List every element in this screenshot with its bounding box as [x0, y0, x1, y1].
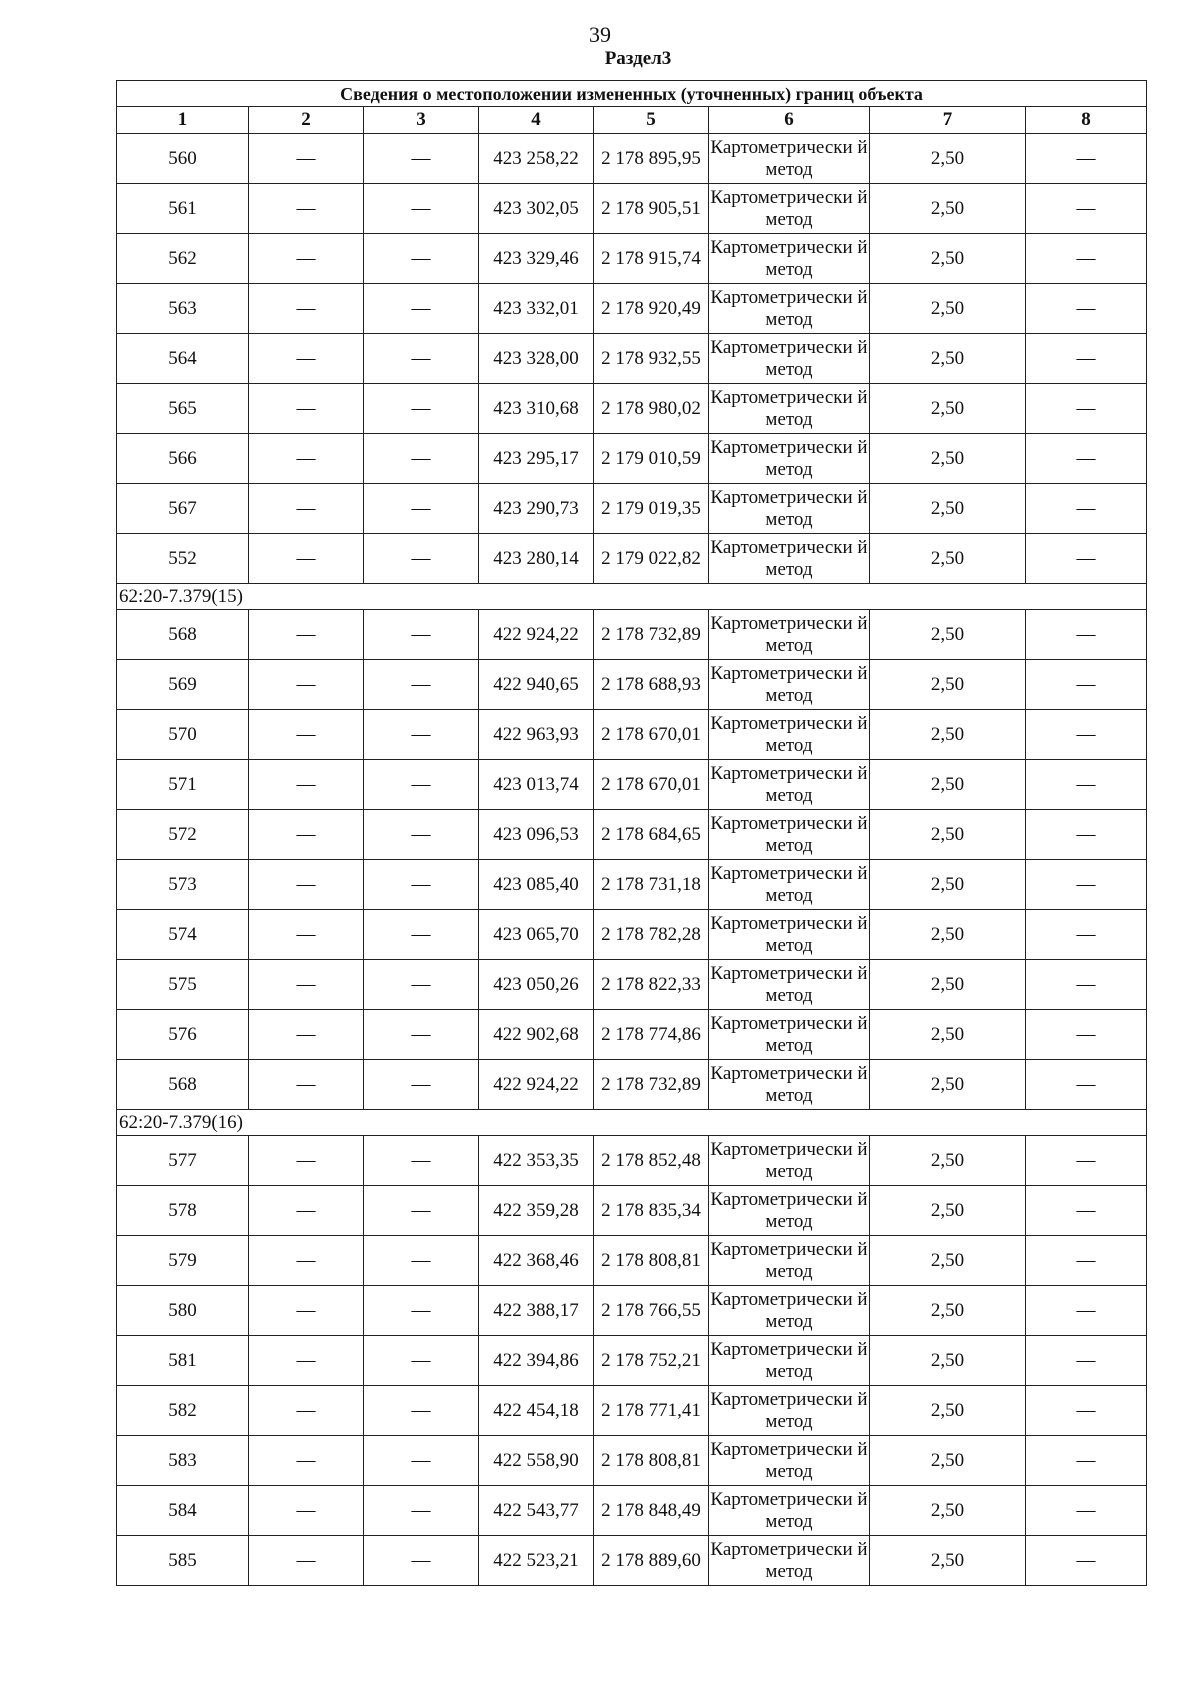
column-8-cell: —: [1026, 1236, 1147, 1286]
point-number-cell: 568: [117, 610, 249, 660]
table-row: [117, 234, 1147, 284]
method-cell: Картометрически й метод: [709, 334, 870, 384]
accuracy-cell: 2,50: [870, 1336, 1026, 1386]
point-number-cell: 581: [117, 1336, 249, 1386]
column-3-cell: —: [364, 484, 479, 534]
table-row: [117, 1436, 1147, 1486]
x-coordinate-cell: 423 050,26: [479, 960, 594, 1010]
accuracy-cell: 2,50: [870, 1010, 1026, 1060]
column-8-cell: —: [1026, 284, 1147, 334]
accuracy-cell: 2,50: [870, 660, 1026, 710]
table-row: [117, 1486, 1147, 1536]
column-3-cell: —: [364, 810, 479, 860]
y-coordinate-cell: 2 178 766,55: [594, 1286, 709, 1336]
x-coordinate-cell: 422 388,17: [479, 1286, 594, 1336]
column-8-cell: —: [1026, 1386, 1147, 1436]
column-2-cell: —: [249, 1060, 364, 1110]
y-coordinate-cell: 2 178 732,89: [594, 1060, 709, 1110]
column-2-cell: —: [249, 610, 364, 660]
accuracy-cell: 2,50: [870, 384, 1026, 434]
y-coordinate-cell: 2 178 905,51: [594, 184, 709, 234]
column-2-cell: —: [249, 1236, 364, 1286]
column-8-cell: —: [1026, 184, 1147, 234]
accuracy-cell: 2,50: [870, 1486, 1026, 1536]
point-number-cell: 578: [117, 1186, 249, 1236]
point-number-cell: 564: [117, 334, 249, 384]
column-3-cell: —: [364, 534, 479, 584]
column-2-cell: —: [249, 234, 364, 284]
y-coordinate-cell: 2 178 895,95: [594, 134, 709, 184]
column-2-cell: —: [249, 910, 364, 960]
x-coordinate-cell: 422 924,22: [479, 610, 594, 660]
column-8-cell: —: [1026, 910, 1147, 960]
accuracy-cell: 2,50: [870, 1136, 1026, 1186]
column-2-cell: —: [249, 184, 364, 234]
method-cell: Картометрически й метод: [709, 534, 870, 584]
x-coordinate-cell: 422 543,77: [479, 1486, 594, 1536]
y-coordinate-cell: 2 178 920,49: [594, 284, 709, 334]
column-8-cell: —: [1026, 384, 1147, 434]
column-number: 1: [117, 107, 249, 134]
column-number: 7: [870, 107, 1026, 134]
y-coordinate-cell: 2 178 980,02: [594, 384, 709, 434]
column-3-cell: —: [364, 1486, 479, 1536]
column-3-cell: —: [364, 1236, 479, 1286]
column-2-cell: —: [249, 760, 364, 810]
y-coordinate-cell: 2 178 848,49: [594, 1486, 709, 1536]
y-coordinate-cell: 2 179 022,82: [594, 534, 709, 584]
table-row: [117, 1536, 1147, 1586]
y-coordinate-cell: 2 178 732,89: [594, 610, 709, 660]
method-cell: Картометрически й метод: [709, 910, 870, 960]
column-number: 2: [249, 107, 364, 134]
method-cell: Картометрически й метод: [709, 1236, 870, 1286]
column-2-cell: —: [249, 1336, 364, 1386]
column-8-cell: —: [1026, 484, 1147, 534]
method-cell: Картометрически й метод: [709, 1386, 870, 1436]
table-row: [117, 134, 1147, 184]
table-row: [117, 660, 1147, 710]
method-cell: Картометрически й метод: [709, 810, 870, 860]
point-number-cell: 568: [117, 1060, 249, 1110]
table-row: [117, 184, 1147, 234]
table-row: [117, 1136, 1147, 1186]
column-2-cell: —: [249, 384, 364, 434]
table-row: [117, 960, 1147, 1010]
x-coordinate-cell: 422 353,35: [479, 1136, 594, 1186]
y-coordinate-cell: 2 178 774,86: [594, 1010, 709, 1060]
point-number-cell: 552: [117, 534, 249, 584]
column-3-cell: —: [364, 234, 479, 284]
table-row: [117, 1236, 1147, 1286]
method-cell: Картометрически й метод: [709, 234, 870, 284]
point-number-cell: 563: [117, 284, 249, 334]
column-3-cell: —: [364, 1060, 479, 1110]
column-2-cell: —: [249, 960, 364, 1010]
method-cell: Картометрически й метод: [709, 384, 870, 434]
point-number-cell: 575: [117, 960, 249, 1010]
column-2-cell: —: [249, 534, 364, 584]
accuracy-cell: 2,50: [870, 960, 1026, 1010]
column-3-cell: —: [364, 760, 479, 810]
column-8-cell: —: [1026, 1186, 1147, 1236]
accuracy-cell: 2,50: [870, 710, 1026, 760]
point-number-cell: 571: [117, 760, 249, 810]
x-coordinate-cell: 423 290,73: [479, 484, 594, 534]
page-number: 39: [589, 22, 611, 47]
x-coordinate-cell: 422 902,68: [479, 1010, 594, 1060]
column-2-cell: —: [249, 1186, 364, 1236]
group-label: 62:20-7.379(15): [117, 584, 1147, 610]
column-8-cell: —: [1026, 810, 1147, 860]
method-cell: Картометрически й метод: [709, 860, 870, 910]
column-number: 8: [1026, 107, 1147, 134]
point-number-cell: 572: [117, 810, 249, 860]
column-8-cell: —: [1026, 1536, 1147, 1586]
y-coordinate-cell: 2 178 808,81: [594, 1236, 709, 1286]
x-coordinate-cell: 423 295,17: [479, 434, 594, 484]
y-coordinate-cell: 2 178 731,18: [594, 860, 709, 910]
column-8-cell: —: [1026, 660, 1147, 710]
table-row: [117, 434, 1147, 484]
column-3-cell: —: [364, 1436, 479, 1486]
x-coordinate-cell: 423 065,70: [479, 910, 594, 960]
table-row: [117, 610, 1147, 660]
column-2-cell: —: [249, 1486, 364, 1536]
x-coordinate-cell: 423 280,14: [479, 534, 594, 584]
column-3-cell: —: [364, 710, 479, 760]
column-2-cell: —: [249, 284, 364, 334]
method-cell: Картометрически й метод: [709, 960, 870, 1010]
column-3-cell: —: [364, 1336, 479, 1386]
column-3-cell: —: [364, 1286, 479, 1336]
section-title: Раздел3: [604, 48, 672, 69]
column-8-cell: —: [1026, 760, 1147, 810]
group-header-row: [117, 1110, 1147, 1136]
point-number-cell: 574: [117, 910, 249, 960]
point-number-cell: 567: [117, 484, 249, 534]
group-header-row: [117, 584, 1147, 610]
x-coordinate-cell: 423 096,53: [479, 810, 594, 860]
column-8-cell: —: [1026, 1336, 1147, 1386]
method-cell: Картометрически й метод: [709, 710, 870, 760]
method-cell: Картометрически й метод: [709, 284, 870, 334]
point-number-cell: 561: [117, 184, 249, 234]
table-row: [117, 1336, 1147, 1386]
column-3-cell: —: [364, 1010, 479, 1060]
table-row: [117, 1010, 1147, 1060]
point-number-cell: 566: [117, 434, 249, 484]
method-cell: Картометрически й метод: [709, 1336, 870, 1386]
accuracy-cell: 2,50: [870, 234, 1026, 284]
column-2-cell: —: [249, 1536, 364, 1586]
x-coordinate-cell: 422 368,46: [479, 1236, 594, 1286]
method-cell: Картометрически й метод: [709, 1536, 870, 1586]
column-2-cell: —: [249, 810, 364, 860]
accuracy-cell: 2,50: [870, 184, 1026, 234]
column-3-cell: —: [364, 384, 479, 434]
column-8-cell: —: [1026, 1436, 1147, 1486]
column-8-cell: —: [1026, 534, 1147, 584]
accuracy-cell: 2,50: [870, 434, 1026, 484]
point-number-cell: 565: [117, 384, 249, 434]
method-cell: Картометрически й метод: [709, 1436, 870, 1486]
table-row: [117, 534, 1147, 584]
x-coordinate-cell: 423 332,01: [479, 284, 594, 334]
column-3-cell: —: [364, 910, 479, 960]
point-number-cell: 573: [117, 860, 249, 910]
method-cell: Картометрически й метод: [709, 1010, 870, 1060]
y-coordinate-cell: 2 179 019,35: [594, 484, 709, 534]
column-2-cell: —: [249, 134, 364, 184]
accuracy-cell: 2,50: [870, 1286, 1026, 1336]
x-coordinate-cell: 423 258,22: [479, 134, 594, 184]
accuracy-cell: 2,50: [870, 1386, 1026, 1436]
column-number: 4: [479, 107, 594, 134]
point-number-cell: 560: [117, 134, 249, 184]
accuracy-cell: 2,50: [870, 534, 1026, 584]
column-8-cell: —: [1026, 1486, 1147, 1536]
x-coordinate-cell: 423 310,68: [479, 384, 594, 434]
method-cell: Картометрически й метод: [709, 1060, 870, 1110]
column-3-cell: —: [364, 434, 479, 484]
column-8-cell: —: [1026, 610, 1147, 660]
x-coordinate-cell: 423 085,40: [479, 860, 594, 910]
x-coordinate-cell: 422 963,93: [479, 710, 594, 760]
y-coordinate-cell: 2 178 688,93: [594, 660, 709, 710]
table-row: [117, 760, 1147, 810]
table-caption: Сведения о местоположении измененных (уточненных) границ объекта: [117, 81, 1147, 107]
point-number-cell: 569: [117, 660, 249, 710]
column-2-cell: —: [249, 660, 364, 710]
x-coordinate-cell: 422 523,21: [479, 1536, 594, 1586]
boundary-coordinates-table: [116, 80, 1147, 1586]
x-coordinate-cell: 422 558,90: [479, 1436, 594, 1486]
column-2-cell: —: [249, 710, 364, 760]
accuracy-cell: 2,50: [870, 910, 1026, 960]
column-2-cell: —: [249, 1436, 364, 1486]
column-8-cell: —: [1026, 1060, 1147, 1110]
x-coordinate-cell: 422 359,28: [479, 1186, 594, 1236]
column-2-cell: —: [249, 1286, 364, 1336]
x-coordinate-cell: 423 328,00: [479, 334, 594, 384]
table-row: [117, 334, 1147, 384]
accuracy-cell: 2,50: [870, 1060, 1026, 1110]
column-2-cell: —: [249, 860, 364, 910]
table-row: [117, 1386, 1147, 1436]
y-coordinate-cell: 2 178 835,34: [594, 1186, 709, 1236]
column-8-cell: —: [1026, 334, 1147, 384]
point-number-cell: 583: [117, 1436, 249, 1486]
method-cell: Картометрически й метод: [709, 434, 870, 484]
column-8-cell: —: [1026, 134, 1147, 184]
column-8-cell: —: [1026, 234, 1147, 284]
point-number-cell: 570: [117, 710, 249, 760]
method-cell: Картометрически й метод: [709, 760, 870, 810]
y-coordinate-cell: 2 178 684,65: [594, 810, 709, 860]
column-2-cell: —: [249, 1136, 364, 1186]
accuracy-cell: 2,50: [870, 810, 1026, 860]
accuracy-cell: 2,50: [870, 610, 1026, 660]
method-cell: Картометрически й метод: [709, 484, 870, 534]
accuracy-cell: 2,50: [870, 860, 1026, 910]
table-row: [117, 810, 1147, 860]
accuracy-cell: 2,50: [870, 1436, 1026, 1486]
point-number-cell: 577: [117, 1136, 249, 1186]
accuracy-cell: 2,50: [870, 334, 1026, 384]
accuracy-cell: 2,50: [870, 1536, 1026, 1586]
y-coordinate-cell: 2 178 932,55: [594, 334, 709, 384]
y-coordinate-cell: 2 178 782,28: [594, 910, 709, 960]
table-row: [117, 284, 1147, 334]
table-row: [117, 1060, 1147, 1110]
x-coordinate-cell: 422 394,86: [479, 1336, 594, 1386]
y-coordinate-cell: 2 178 670,01: [594, 710, 709, 760]
y-coordinate-cell: 2 178 889,60: [594, 1536, 709, 1586]
point-number-cell: 584: [117, 1486, 249, 1536]
method-cell: Картометрически й метод: [709, 1136, 870, 1186]
column-8-cell: —: [1026, 1136, 1147, 1186]
column-number-row: [117, 107, 1147, 134]
column-3-cell: —: [364, 1136, 479, 1186]
table-row: [117, 484, 1147, 534]
column-8-cell: —: [1026, 960, 1147, 1010]
column-number: 5: [594, 107, 709, 134]
column-number: 3: [364, 107, 479, 134]
table-row: [117, 384, 1147, 434]
x-coordinate-cell: 423 329,46: [479, 234, 594, 284]
table-row: [117, 1286, 1147, 1336]
y-coordinate-cell: 2 178 670,01: [594, 760, 709, 810]
accuracy-cell: 2,50: [870, 760, 1026, 810]
method-cell: Картометрически й метод: [709, 1486, 870, 1536]
y-coordinate-cell: 2 178 771,41: [594, 1386, 709, 1436]
y-coordinate-cell: 2 178 808,81: [594, 1436, 709, 1486]
x-coordinate-cell: 422 924,22: [479, 1060, 594, 1110]
x-coordinate-cell: 423 302,05: [479, 184, 594, 234]
x-coordinate-cell: 422 454,18: [479, 1386, 594, 1436]
point-number-cell: 585: [117, 1536, 249, 1586]
column-3-cell: —: [364, 284, 479, 334]
table-caption-row: [117, 81, 1147, 107]
column-3-cell: —: [364, 184, 479, 234]
column-2-cell: —: [249, 334, 364, 384]
column-8-cell: —: [1026, 1010, 1147, 1060]
method-cell: Картометрически й метод: [709, 1186, 870, 1236]
accuracy-cell: 2,50: [870, 284, 1026, 334]
point-number-cell: 576: [117, 1010, 249, 1060]
accuracy-cell: 2,50: [870, 134, 1026, 184]
column-3-cell: —: [364, 860, 479, 910]
column-3-cell: —: [364, 610, 479, 660]
column-3-cell: —: [364, 960, 479, 1010]
point-number-cell: 582: [117, 1386, 249, 1436]
column-8-cell: —: [1026, 710, 1147, 760]
y-coordinate-cell: 2 179 010,59: [594, 434, 709, 484]
x-coordinate-cell: 423 013,74: [479, 760, 594, 810]
column-3-cell: —: [364, 1536, 479, 1586]
column-3-cell: —: [364, 1186, 479, 1236]
point-number-cell: 579: [117, 1236, 249, 1286]
table-row: [117, 860, 1147, 910]
accuracy-cell: 2,50: [870, 484, 1026, 534]
point-number-cell: 562: [117, 234, 249, 284]
method-cell: Картометрически й метод: [709, 610, 870, 660]
column-8-cell: —: [1026, 860, 1147, 910]
column-2-cell: —: [249, 1010, 364, 1060]
column-3-cell: —: [364, 1386, 479, 1436]
column-8-cell: —: [1026, 434, 1147, 484]
column-3-cell: —: [364, 134, 479, 184]
method-cell: Картометрически й метод: [709, 660, 870, 710]
point-number-cell: 580: [117, 1286, 249, 1336]
accuracy-cell: 2,50: [870, 1236, 1026, 1286]
column-number: 6: [709, 107, 870, 134]
method-cell: Картометрически й метод: [709, 184, 870, 234]
method-cell: Картометрически й метод: [709, 134, 870, 184]
x-coordinate-cell: 422 940,65: [479, 660, 594, 710]
column-8-cell: —: [1026, 1286, 1147, 1336]
table-row: [117, 910, 1147, 960]
y-coordinate-cell: 2 178 822,33: [594, 960, 709, 1010]
method-cell: Картометрически й метод: [709, 1286, 870, 1336]
column-2-cell: —: [249, 1386, 364, 1436]
column-2-cell: —: [249, 484, 364, 534]
group-label: 62:20-7.379(16): [117, 1110, 1147, 1136]
column-2-cell: —: [249, 434, 364, 484]
y-coordinate-cell: 2 178 915,74: [594, 234, 709, 284]
table-row: [117, 1186, 1147, 1236]
accuracy-cell: 2,50: [870, 1186, 1026, 1236]
column-3-cell: —: [364, 334, 479, 384]
y-coordinate-cell: 2 178 752,21: [594, 1336, 709, 1386]
y-coordinate-cell: 2 178 852,48: [594, 1136, 709, 1186]
table-row: [117, 710, 1147, 760]
column-3-cell: —: [364, 660, 479, 710]
